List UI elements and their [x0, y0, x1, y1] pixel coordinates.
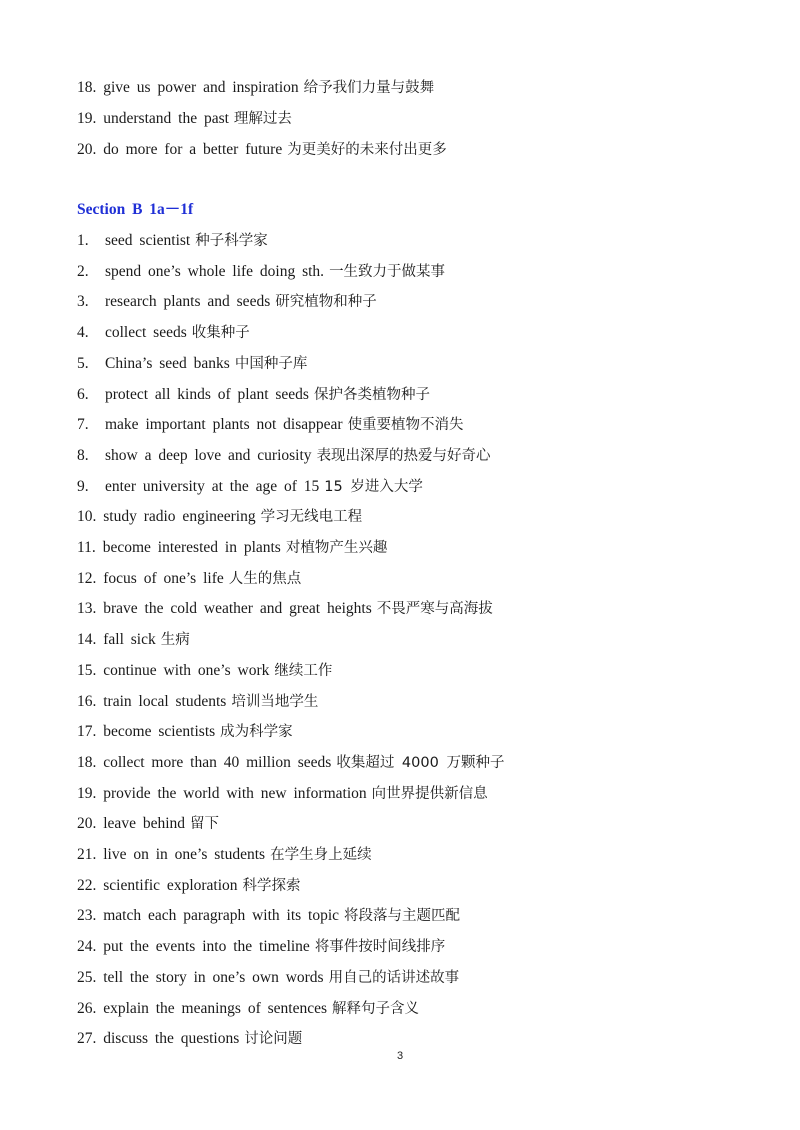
chinese-translation: 用自己的话讲述故事 [328, 969, 460, 986]
english-phrase: spend one’s whole life doing sth. [105, 262, 325, 280]
item-number: 13. [77, 600, 97, 618]
item-number: 1. [77, 232, 89, 249]
item-number: 15. [77, 661, 97, 679]
phrase-item [77, 659, 332, 683]
item-number: 2. [77, 262, 89, 280]
phrase-item [77, 782, 488, 806]
chinese-translation: 给予我们力量与鼓舞 [303, 80, 435, 96]
item-number: 21. [77, 846, 97, 863]
english-phrase: show a deep love and curiosity [105, 446, 312, 464]
chinese-translation: 15 岁进入大学 [324, 478, 423, 495]
phrase-item [77, 935, 445, 959]
chinese-translation: 中国种子库 [234, 355, 308, 372]
chinese-translation: 生病 [160, 632, 190, 649]
phrase-item [77, 260, 445, 284]
phrase-item [77, 321, 250, 345]
item-number: 27. [77, 1030, 97, 1048]
phrase-item [77, 383, 430, 407]
item-number: 26. [77, 999, 97, 1017]
item-number: 10. [77, 508, 97, 526]
phrase-item [77, 107, 292, 131]
chinese-translation: 人生的焦点 [228, 570, 302, 587]
phrase-item [77, 997, 419, 1021]
chinese-translation: 在学生身上延续 [270, 847, 372, 863]
english-phrase: seed scientist [105, 232, 191, 249]
english-phrase: collect more than 40 million seeds [103, 753, 332, 771]
chinese-translation: 对植物产生兴趣 [285, 540, 388, 556]
phrase-item [77, 536, 387, 560]
chinese-translation: 理解过去 [233, 111, 292, 127]
phrase-item [77, 690, 318, 714]
english-phrase: leave behind [103, 815, 186, 833]
phrase-item [77, 628, 190, 652]
item-number: 22. [77, 876, 97, 894]
chinese-translation: 一生致力于做某事 [329, 263, 446, 280]
item-number: 6. [77, 385, 89, 403]
item-number: 7. [77, 416, 89, 434]
page-number: 3 [396, 1050, 404, 1062]
english-phrase: do more for a better future [103, 141, 283, 158]
english-phrase: provide the world with new information [103, 784, 367, 802]
chinese-translation: 留下 [190, 816, 220, 833]
english-phrase: understand the past [103, 110, 229, 127]
english-phrase: become scientists [103, 723, 216, 741]
phrase-item [77, 567, 301, 591]
chinese-translation: 保护各类植物种子 [313, 386, 430, 403]
chinese-translation: 使重要植物不消失 [347, 417, 464, 434]
phrase-item [77, 505, 362, 529]
item-number: 11. [77, 539, 96, 556]
phrase-item [77, 812, 219, 836]
english-phrase: collect seeds [105, 324, 187, 342]
item-number: 20. [77, 815, 97, 833]
section-heading: Section B 1a－1f [77, 201, 194, 218]
chinese-translation: 将事件按时间线排序 [314, 939, 446, 956]
phrase-item [77, 413, 464, 437]
chinese-translation: 将段落与主题匹配 [344, 908, 461, 925]
item-number: 20. [77, 141, 97, 158]
english-phrase: continue with one’s work [103, 661, 270, 679]
phrase-item [77, 444, 491, 468]
item-number: 14. [77, 631, 97, 649]
chinese-translation: 表现出深厚的热爱与好奇心 [316, 447, 491, 464]
phrase-item [77, 352, 307, 376]
english-phrase: give us power and inspiration [103, 79, 299, 96]
phrase-item [77, 597, 493, 621]
english-phrase: make important plants not disappear [105, 416, 343, 434]
english-phrase: train local students [103, 692, 227, 710]
phrase-item [77, 76, 434, 100]
chinese-translation: 种子科学家 [195, 233, 268, 249]
english-phrase: put the events into the timeline [103, 938, 310, 956]
item-number: 24. [77, 938, 97, 956]
phrase-item [77, 138, 447, 162]
english-phrase: focus of one’s life [103, 569, 224, 587]
english-phrase: scientific exploration [103, 876, 238, 894]
item-number: 3. [77, 293, 89, 311]
item-number: 25. [77, 968, 97, 986]
english-phrase: brave the cold weather and great heights [103, 600, 372, 618]
chinese-translation: 学习无线电工程 [260, 509, 363, 526]
english-phrase: protect all kinds of plant seeds [105, 385, 309, 403]
item-number: 18. [77, 79, 97, 96]
chinese-translation: 收集种子 [191, 325, 250, 342]
chinese-translation: 成为科学家 [220, 724, 293, 741]
chinese-translation: 为更美好的未来付出更多 [287, 142, 447, 158]
phrase-item [77, 1027, 302, 1051]
phrase-item [77, 475, 423, 499]
english-phrase: study radio engineering [103, 508, 256, 526]
chinese-translation: 继续工作 [274, 662, 333, 679]
item-number: 12. [77, 569, 97, 587]
item-number: 19. [77, 784, 97, 802]
phrase-item [77, 229, 268, 253]
phrase-item [77, 843, 372, 867]
chinese-translation: 讨论问题 [244, 1031, 303, 1048]
english-phrase: China’s seed banks [105, 354, 230, 372]
english-phrase: tell the story in one’s own words [103, 968, 324, 986]
phrase-item [77, 966, 459, 990]
phrase-item [77, 720, 293, 744]
phrase-item [77, 904, 460, 928]
item-number: 5. [77, 354, 89, 372]
chinese-translation: 研究植物和种子 [275, 294, 377, 311]
item-number: 23. [77, 907, 97, 925]
english-phrase: fall sick [103, 631, 156, 649]
item-number: 18. [77, 753, 97, 771]
phrase-item [77, 874, 301, 898]
phrase-item [77, 290, 377, 314]
chinese-translation: 解释句子含义 [332, 1000, 420, 1017]
chinese-translation: 向世界提供新信息 [371, 785, 488, 802]
chinese-translation: 不畏严寒与高海拔 [376, 601, 493, 618]
english-phrase: explain the meanings of sentences [103, 999, 328, 1017]
english-phrase: enter university at the age of 15 [105, 477, 320, 495]
item-number: 4. [77, 324, 89, 342]
chinese-translation: 科学探索 [242, 877, 301, 894]
english-phrase: discuss the questions [103, 1030, 240, 1048]
english-phrase: research plants and seeds [105, 293, 271, 311]
item-number: 19. [77, 110, 97, 127]
english-phrase: live on in one’s students [103, 846, 266, 863]
item-number: 8. [77, 446, 89, 464]
chinese-translation: 收集超过 4000 万颗种子 [336, 754, 505, 771]
item-number: 17. [77, 723, 97, 741]
chinese-translation: 培训当地学生 [231, 693, 319, 710]
phrase-item [77, 751, 504, 775]
english-phrase: match each paragraph with its topic [103, 907, 340, 925]
item-number: 16. [77, 692, 97, 710]
item-number: 9. [77, 477, 89, 495]
english-phrase: become interested in plants [102, 539, 281, 556]
